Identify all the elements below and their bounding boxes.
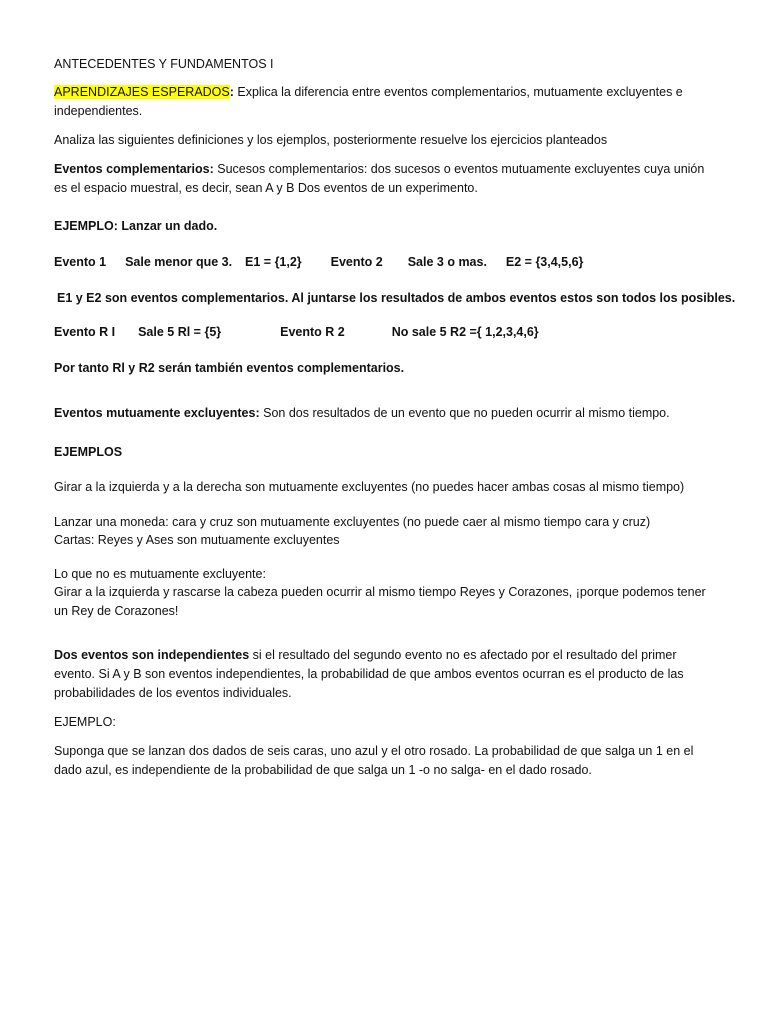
evento-r1-label: Evento R I [54,325,116,339]
evento-1-set: E1 = {1,2} [245,255,302,269]
ejemplo-cartas: Cartas: Reyes y Ases son mutuamente excluyentes [54,533,340,547]
ejemplo-moneda: Lanzar una moneda: cara y cruz son mutuamente excluyentes (no puede caer al mismo tiempo cara y cruz) [54,515,651,529]
ejemplos-heading: EJEMPLOS [54,445,123,459]
evento-row-1 [54,253,724,272]
complementarios-label: Eventos complementarios: [54,162,214,176]
evento-2-desc: Sale 3 o mas. [407,255,487,269]
evento-r2-label: Evento R 2 [280,325,345,339]
aprendizajes-paragraph: APRENDIZAJES ESPERADOS: Explica la diferencia entre eventos complementarios, mutuamente excluyentes e independientes. [54,85,683,118]
evento-1-desc: Sale menor que 3. [125,255,233,269]
ejemplo-heading-2: EJEMPLO: [54,715,116,729]
mutuamente-text: Son dos resultados de un evento que no pueden ocurrir al mismo tiempo. [263,406,670,420]
no-mutuamente-heading: Lo que no es mutuamente excluyente: [54,567,266,581]
independientes-label: Dos eventos son independientes [54,648,250,662]
ejemplo-heading-1: EJEMPLO: Lanzar un dado. [54,219,218,233]
document-title: ANTECEDENTES Y FUNDAMENTOS I [54,57,274,71]
intro-text: Analiza las siguientes definiciones y los ejemplos, posteriormente resuelve los ejercicios planteados [54,133,608,147]
evento-r2-desc: No sale 5 R2 ={ 1,2,3,4,6} [391,325,539,339]
complementarios-paragraph [54,160,719,198]
evento-r1-desc: Sale 5 Rl = {5} [138,325,222,339]
evento-2-label: Evento 2 [330,255,383,269]
aprendizajes-label: APRENDIZAJES ESPERADOS [54,85,230,99]
aprendizajes-text: Explica la diferencia entre eventos complementarios, mutuamente excluyentes e independientes. [54,85,683,118]
e1-e2-complementarios-text: E1 y E2 son eventos complementarios. Al juntarse los resultados de ambos eventos estos son todos los posibles. [57,291,736,305]
ejemplo-girar: Girar a la izquierda y a la derecha son mutuamente excluyentes (no puedes hacer ambas cosas al mismo tiempo) [54,480,685,494]
mutuamente-paragraph [54,404,724,423]
evento-2-set: E2 = {3,4,5,6} [505,255,584,269]
por-tanto-text: Por tanto Rl y R2 serán también eventos complementarios. [54,361,405,375]
independientes-paragraph [54,646,714,703]
independientes-text: si el resultado del segundo evento no es afectado por el resultado del primer evento. Si A y B son eventos independientes, la probabilidad de que ambos eventos ocurran es el producto de las probabilidades de los eventos individuales. [54,648,684,700]
evento-row-2 [54,323,724,342]
complementarios-text: Sucesos complementarios: dos sucesos o eventos mutuamente excluyentes cuya unión es el espacio muestral, es decir, sean A y B Dos eventos de un experimento. [54,162,705,195]
evento-1-label: Evento 1 [54,255,107,269]
no-mutuamente-text: Girar a la izquierda y rascarse la cabeza pueden ocurrir al mismo tiempo Reyes y Corazones, ¡porque podemos tener un Rey de Corazones! [54,585,706,618]
ejemplo-dados: Suponga que se lanzan dos dados de seis caras, uno azul y el otro rosado. La probabilidad de que salga un 1 en el dado azul, es independiente de la probabilidad de que salga un 1 -o no salga- en el dado rosado. [54,744,694,777]
mutuamente-label: Eventos mutuamente excluyentes: [54,406,260,420]
